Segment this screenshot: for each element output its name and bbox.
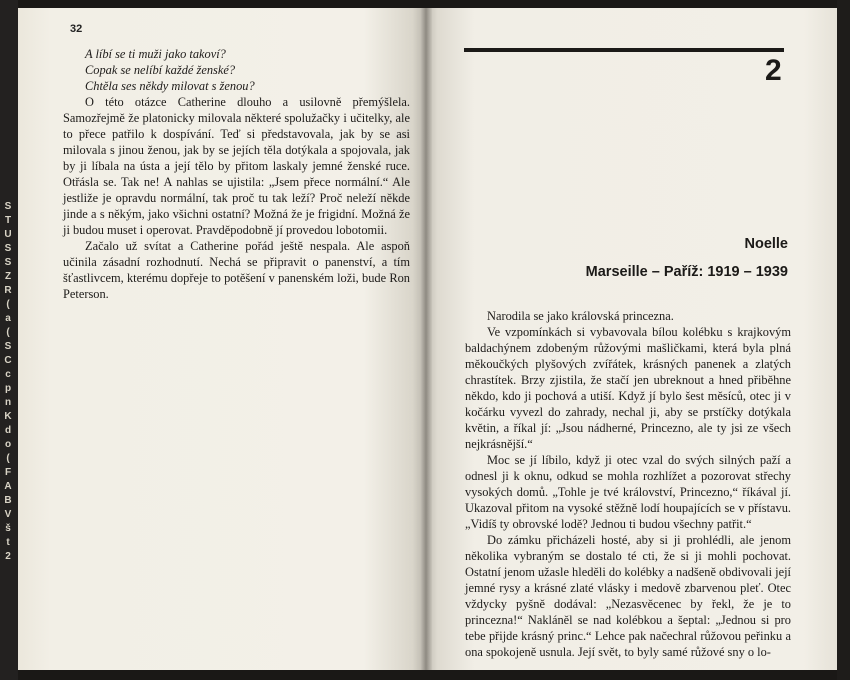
edge-letter: K xyxy=(4,411,12,422)
edge-letter: A xyxy=(4,481,12,492)
edge-letter: ( xyxy=(6,453,10,464)
edge-letter: Z xyxy=(4,271,12,282)
edge-letter: F xyxy=(4,467,12,478)
right-page-text xyxy=(465,308,791,660)
edge-letter: n xyxy=(4,397,12,408)
edge-letter: ( xyxy=(6,299,10,310)
edge-letter: d xyxy=(4,425,12,436)
paragraph: Začalo už svítat a Catherine pořád ještě nespala. Ale aspoň učinila zásadní rozhodnutí. Nechá se připravit o panenství, a tím šťastlivcem, kterému dopřeje to potěšení v panenském loži, bude Ron Peterson. xyxy=(63,239,410,301)
edge-letter: S xyxy=(4,341,12,352)
paragraph: Narodila se jako královská princezna. xyxy=(487,309,674,323)
edge-letter: U xyxy=(4,229,12,240)
edge-letter: R xyxy=(4,285,12,296)
edge-letter: t xyxy=(6,537,10,548)
chapter-number: 2 xyxy=(765,54,782,87)
paragraph: Ve vzpomínkách si vybavovala bílou kolébku s krajkovým baldachýnem zdobeným růžovými mašličkami, která byla plná měkoučkých plyšových zvířátek, krásných panenek a zlatých chrastítek. Brzy zjistila, že stačí jen ubreknout a hned přiběhne někdo, kdo ji pochová a utiší. Když jí bylo šest měsíců, otec ji v kočárku vyvezl do zahrady, nechal ji, aby se prstíčky dotýkala květin, a říkal jí: „Jsou nádherné, Princezno, ale ty jsi ze všech nejkrásnější.“ xyxy=(465,325,791,451)
edge-letter: S xyxy=(4,257,12,268)
edge-letter: V xyxy=(4,509,12,520)
edge-letter: o xyxy=(4,439,12,450)
edge-letter: S xyxy=(4,243,12,254)
paragraph: Do zámku přicházeli hosté, aby si ji prohlédli, ale jenom několika vybraným se dostalo té cti, že si ji mohli pochovat. Ostatní jenom užasle hleděli do kolébky a nadšeně obdivovali její jemné rysy a krásné zlaté vlásky i medově zbarvenou pleť. Otec vždycky pyšně dodával: „Nezasvěcenec by řekl, že je to princezna!“ Nakláněl se nad kolébkou a šeptal: „Jednou si pro tebe přijde krásný princ.“ Lehce pak načechral růžovou peřinku a ona spokojeně usnula. Její svět, to byly samé růžové sny o lo- xyxy=(465,533,791,659)
edge-letter: c xyxy=(5,369,11,380)
edge-letter: 2 xyxy=(5,551,11,562)
left-page-text xyxy=(63,46,410,302)
part-title: Marseille – Paříž: 1919 – 1939 xyxy=(585,264,788,280)
chapter-rule xyxy=(464,48,784,52)
page-number: 32 xyxy=(70,23,83,35)
book-gutter xyxy=(420,8,432,670)
edge-letter: ( xyxy=(6,327,10,338)
right-book-edge xyxy=(837,0,850,680)
verse-line: Chtěla ses někdy milovat s ženou? xyxy=(85,79,255,93)
verse-line: A líbí se ti muži jako takoví? xyxy=(85,47,226,61)
paragraph: Moc se jí líbilo, když ji otec vzal do svých silných paží a odnesl ji k oknu, odkud se mohla rozhlížet a pozorovat střechy vysokých domů. „Tohle je tvé království, Princezno,“ říkával jí. Ukazoval přitom na vysoké stěžně lodí houpajících se v přístavu. „Vidíš ty obrovské lodě? Jednou ti budou všechny patřit.“ xyxy=(465,453,791,531)
edge-letter: a xyxy=(5,313,11,324)
edge-letter: C xyxy=(4,355,12,366)
edge-letter: p xyxy=(4,383,12,394)
edge-letter-strip xyxy=(0,200,16,680)
edge-letter: S xyxy=(4,201,12,212)
edge-letter: T xyxy=(4,215,12,226)
paragraph: O této otázce Catherine dlouho a usilovně přemýšlela. Samozřejmě že platonicky milovala některé spolužačky i učitelky, ale to přece patřilo k dospívání. Teď si představovala, jak by se asi milovala s jinou ženou, jak by se jejích těla dotýkala a spojovala, jak by ji líbala na ústa a její tělo by přitom laskaly jemné ženské ruce. Otřásla se. Tak ne! A nahlas se ujistila: „Jsem přece normální.“ Ale jestliže je opravdu normální, tak proč tu tak leží? Proč neleží někde jinde a s někým, jako všichni ostatní? Možná že je frigidní. Možná že ji budou muset i operovat. Pravděpodobně jí provedou lobotomii. xyxy=(63,95,410,237)
verse-line: Copak se nelíbí každé ženské? xyxy=(85,63,236,77)
edge-letter: š xyxy=(5,523,11,534)
part-name: Noelle xyxy=(744,236,788,252)
edge-letter: B xyxy=(4,495,12,506)
